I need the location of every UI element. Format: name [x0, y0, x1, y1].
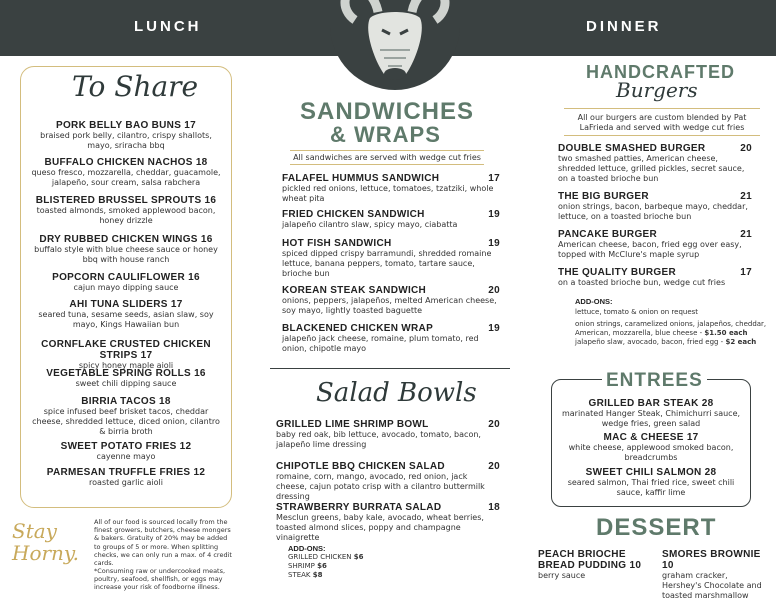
- lunch-label: LUNCH: [134, 18, 202, 35]
- list-item: FRIED CHICKEN SANDWICH jalapeño cilantro slaw, spicy mayo, ciabatta 19: [282, 209, 500, 229]
- divider: [564, 135, 760, 136]
- list-item: GRILLED BAR STEAK 28 marinated Hanger Steak, Chimichurri sauce, wedge fries, green salad: [561, 398, 741, 428]
- to-share-title: To Share: [66, 70, 204, 103]
- handcrafted-title: HANDCRAFTED: [586, 62, 735, 82]
- stay-horny-tagline: Stay Horny.: [12, 519, 79, 565]
- goat-head-icon: [330, 0, 460, 90]
- salad-bowls-title: Salad Bowls: [316, 378, 477, 408]
- divider: [290, 150, 484, 151]
- dinner-label: DINNER: [586, 18, 662, 35]
- list-item: GRILLED LIME SHRIMP BOWL baby red oak, bib lettuce, avocado, tomato, bacon, jalapeño lime dressing 20: [276, 419, 500, 449]
- list-item: THE QUALITY BURGER on a toasted brioche bun, wedge cut fries 17: [558, 267, 752, 287]
- divider: [270, 368, 510, 369]
- list-item: BLISTERED BRUSSEL SPROUTS 16 toasted almonds, smoked applewood bacon, honey drizzle: [35, 195, 217, 225]
- salad-addons: ADD-ONS: GRILLED CHICKEN $6 SHRIMP $6 STEAK $8: [288, 544, 364, 579]
- list-item: CHIPOTLE BBQ CHICKEN SALAD romaine, corn, mango, avocado, red onion, jack cheese, cajun potato crisp with a cilantro buttermilk dressing 20: [276, 461, 500, 501]
- list-item: DRY RUBBED CHICKEN WINGS 16 buffalo style with blue cheese sauce or honey bbq with house ranch: [34, 234, 218, 264]
- burgers-title: Burgers: [616, 78, 698, 102]
- list-item: BLACKENED CHICKEN WRAP jalapeño jack cheese, romaine, plum tomato, red onion, chipotle mayo 19: [282, 323, 500, 353]
- dessert-title: DESSERT: [596, 514, 717, 541]
- list-item: PANCAKE BURGER American cheese, bacon, fried egg over easy, topped with McClure's maple syrup 21: [558, 229, 752, 259]
- sourcing-note: All of our food is sourced locally from the finest growers, butchers, cheese mongers & bakers. Gratuity of 20% may be added to groups of 5 or more. When splitting checks, we can only run a max. of 4 credit cards.: [94, 518, 232, 568]
- list-item: HOT FISH SANDWICH spiced dipped crispy barramundi, shredded romaine lettuce, banana peppers, tomato, tartare sauce, brioche bun 19: [282, 238, 500, 278]
- list-item: VEGETABLE SPRING ROLLS 16 sweet chili dipping sauce: [46, 368, 206, 388]
- list-item: BIRRIA TACOS 18 spice infused beef brisket tacos, cheddar cheese, shredded lettuce, diced onion, cilantro & birria broth: [32, 396, 220, 436]
- burger-note: All our burgers are custom blended by Pat LaFrieda and served with wedge cut fries: [577, 113, 747, 132]
- list-item: THE BIG BURGER onion strings, bacon, barbeque mayo, cheddar, lettuce, on a toasted brioche bun 21: [558, 191, 752, 221]
- consumption-warning: *Consuming raw or undercooked meats, poultry, seafood, shellfish, or eggs may increase your risk of foodborne illness.: [94, 567, 226, 592]
- list-item: FALAFEL HUMMUS SANDWICH pickled red onions, lettuce, tomatoes, tzatziki, whole wheat pita 17: [282, 173, 500, 203]
- list-item: PORK BELLY BAO BUNS 17 braised pork belly, cilantro, crispy shallots, mayo, sriracha bbq: [40, 120, 212, 150]
- list-item: PEACH BRIOCHE BREAD PUDDING 10 berry sauce: [538, 549, 642, 580]
- entrees-title: ENTREES: [602, 370, 707, 392]
- sandwich-note: All sandwiches are served with wedge cut fries: [293, 153, 481, 162]
- list-item: BUFFALO CHICKEN NACHOS 18 queso fresco, mozzarella, cheddar, guacamole, jalapeño, sour cream, salsa rabchera: [31, 157, 221, 187]
- list-item: SWEET POTATO FRIES 12 cayenne mayo: [60, 441, 192, 461]
- list-item: SWEET CHILI SALMON 28 seared salmon, Thai fried rice, sweet chili sauce, kaffir lime: [567, 467, 735, 497]
- list-item: AHI TUNA SLIDERS 17 seared tuna, sesame seeds, asian slaw, soy mayo, Kings Hawaiian bun: [38, 299, 214, 329]
- burger-addons: ADD-ONS: lettuce, tomato & onion on request onion strings, caramelized onions, jalapeños, cheddar, American, mozzarella, blue cheese - $1.50 each jalapeño slaw, avocado, bacon, fried egg - $2 each: [575, 297, 767, 346]
- list-item: POPCORN CAULIFLOWER 16 cajun mayo dipping sauce: [52, 272, 200, 292]
- list-item: DOUBLE SMASHED BURGER two smashed patties, American cheese, shredded lettuce, grilled pickles, secret sauce, on a toasted brioche bun 20: [558, 143, 752, 183]
- sandwiches-title: SANDWICHES: [300, 98, 475, 125]
- divider: [290, 164, 484, 165]
- list-item: KOREAN STEAK SANDWICH onions, peppers, jalapeños, melted American cheese, soy mayo, lightly toasted baguette 20: [282, 285, 500, 315]
- list-item: CORNFLAKE CRUSTED CHICKEN STRIPS 17 spicy honey maple aioli: [41, 339, 211, 370]
- divider: [564, 108, 760, 109]
- wraps-title: & WRAPS: [330, 122, 441, 147]
- list-item: STRAWBERRY BURRATA SALAD Mesclun greens, baby kale, avocado, wheat berries, toasted almond slices, poppy and champagne vinaigrette 18: [276, 502, 500, 542]
- list-item: MAC & CHEESE 17 white cheese, applewood smoked bacon, breadcrumbs: [568, 432, 734, 462]
- list-item: SMORES BROWNIE 10 graham cracker, Hershey's Chocolate and toasted marshmallow: [662, 549, 762, 600]
- list-item: PARMESAN TRUFFLE FRIES 12 roasted garlic aioli: [46, 467, 206, 487]
